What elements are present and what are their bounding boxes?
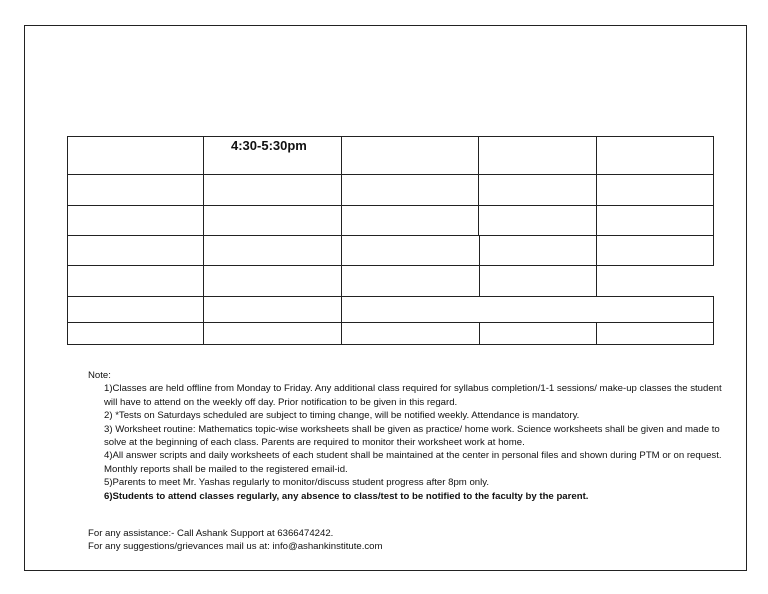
table-cell (67, 235, 204, 266)
table-cell (478, 205, 597, 236)
table-cell (479, 322, 597, 345)
table-cell (478, 136, 597, 175)
table-cell (596, 205, 714, 236)
note-item: 3) Worksheet routine: Mathematics topic-wise worksheets shall be given as practice/ home work. Science worksheets shall be given and made to solve at the beginning of each class. Parents are required to monitor their worksheet work at home. (104, 423, 720, 449)
grievance-line: For any suggestions/grievances mail us at: info@ashankinstitute.com (88, 541, 383, 553)
support-line: For any assistance:- Call Ashank Support at 6366474242. (88, 528, 334, 539)
table-cell (596, 136, 714, 175)
table-cell (203, 235, 342, 266)
table-cell (341, 205, 479, 236)
note-item: 5)Parents to meet Mr. Yashas regularly to monitor/discuss student progress after 8pm only. (104, 477, 489, 489)
table-cell (203, 174, 342, 206)
note-item: 2) *Tests on Saturdays scheduled are subject to timing change, will be notified weekly. Attendance is mandatory. (104, 410, 580, 422)
notes-section (88, 369, 728, 503)
table-cell (596, 235, 714, 266)
table-cell (341, 265, 480, 297)
table-cell (596, 265, 714, 266)
table-cell (67, 265, 204, 297)
table-cell (341, 235, 480, 266)
table-cell (203, 265, 342, 297)
note-item: 1)Classes are held offline from Monday to Friday. Any additional class required for syllabus completion/1-1 sessions/ make-up classes the student will have to attend on the weekly off day. Prior notification to be given in this regard. (104, 383, 722, 408)
time-slot-header: 4:30-5:30pm (231, 138, 307, 153)
table-cell (479, 265, 597, 297)
table-cell (596, 322, 714, 345)
table-cell (203, 205, 342, 236)
table-cell (67, 136, 204, 175)
table-cell (67, 205, 204, 236)
table-cell (67, 174, 204, 206)
note-item: 4)All answer scripts and daily worksheets of each student shall be maintained at the center in personal files and shown during PTM or on request. Monthly reports shall be mailed to the registered email-id. (104, 450, 722, 475)
note-item-bold: 6)Students to attend classes regularly, any absence to class/test to be notified to the faculty by the parent. (104, 490, 589, 502)
table-cell (341, 136, 479, 175)
table-cell (67, 296, 204, 323)
table-cell (203, 322, 342, 345)
table-cell (478, 174, 597, 206)
table-cell (341, 322, 480, 345)
table-cell (596, 174, 714, 206)
table-cell (341, 174, 479, 206)
table-cell (479, 235, 597, 266)
table-cell-merged (341, 296, 714, 323)
notes-title: Note: (88, 370, 111, 381)
assistance-section (88, 527, 383, 554)
table-cell (203, 296, 342, 323)
table-cell (67, 322, 204, 345)
